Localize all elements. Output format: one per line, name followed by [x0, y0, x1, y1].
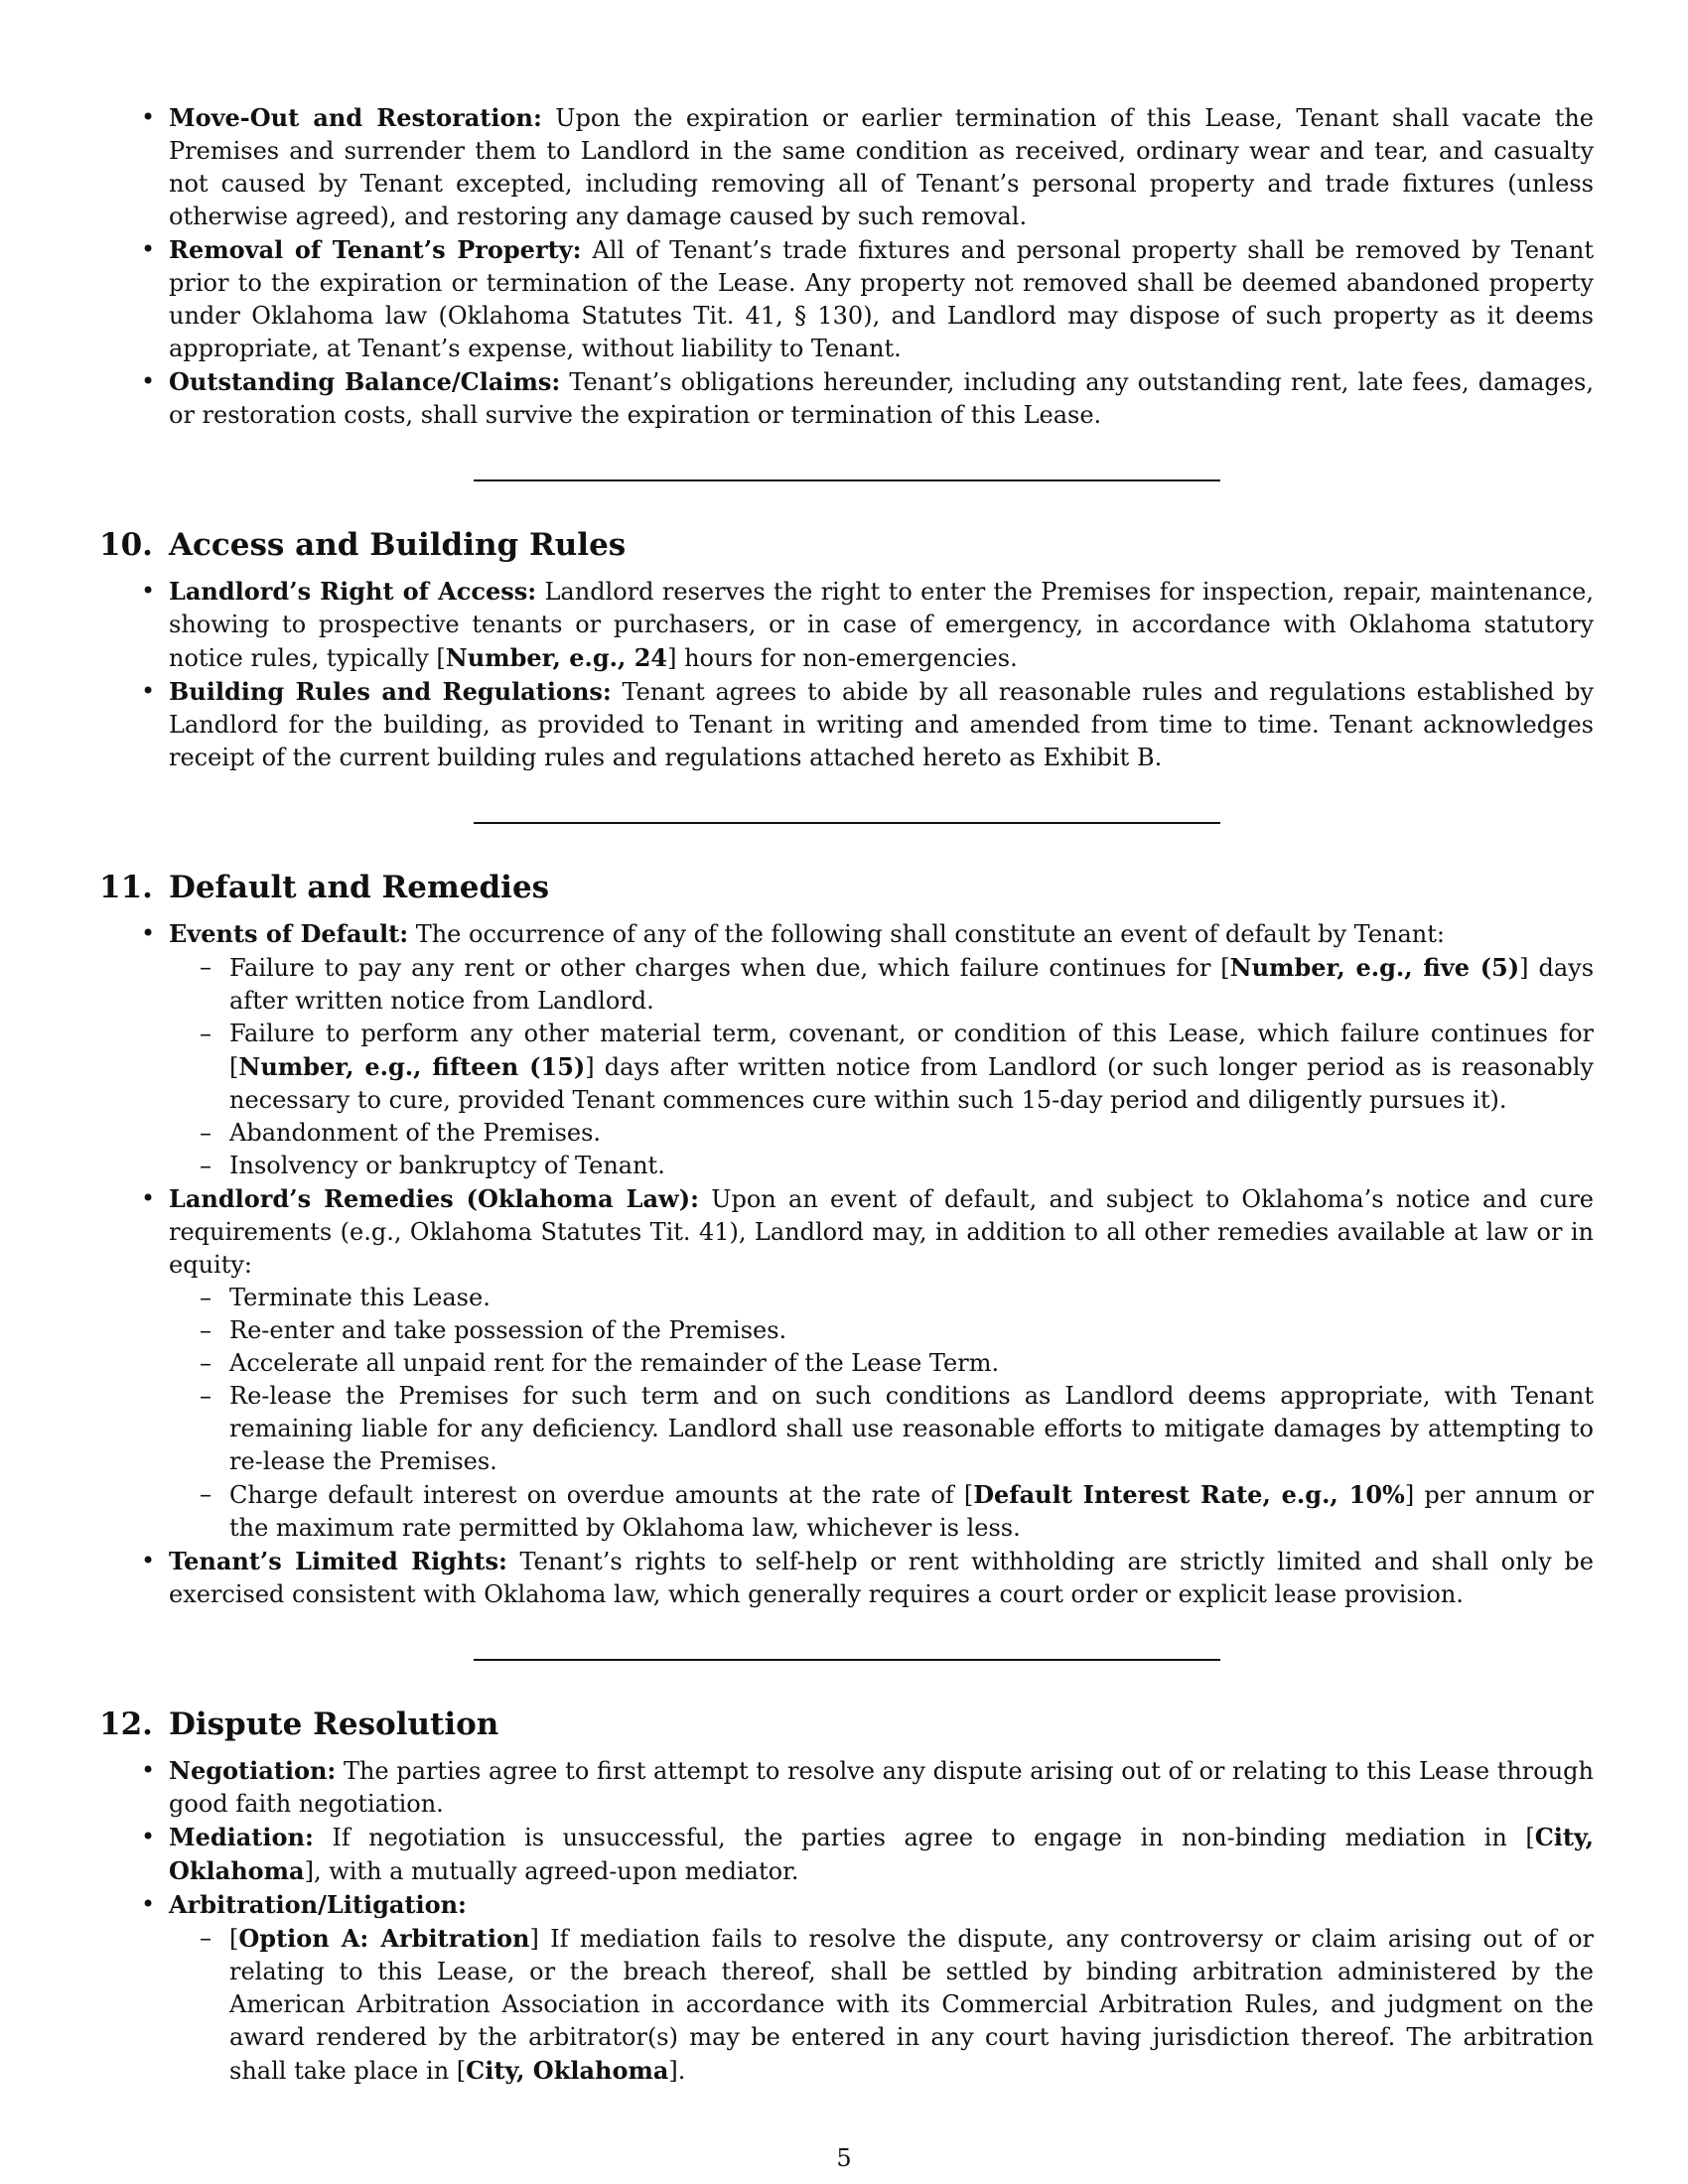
section-number: 10. — [99, 527, 153, 563]
item-text: Tenant’s obligations hereunder, including any outstanding rent, late fees, damages, or restoration costs, shall survive the expiration or termination of this Lease. — [169, 368, 1594, 429]
section-9-list — [99, 101, 1594, 432]
sub-list — [169, 1922, 1594, 2088]
item-label: Landlord’s Remedies (Oklahoma Law): — [169, 1184, 699, 1213]
sub-list — [169, 1282, 1594, 1545]
item-text: Upon the expiration or earlier termination of this Lease, Tenant shall vacate the Premises and surrender them to Landlord in the same condition as received, ordinary wear and tear, and casualty not caused by Tenant excepted, including removing all of Tenant’s personal property and trade fixtures (unless otherwise agreed), and restoring any damage caused by such removal. — [169, 104, 1595, 230]
placeholder-field: Number, e.g., five (5) — [1229, 953, 1520, 982]
section-heading — [99, 1705, 1594, 1744]
placeholder-field: City, Oklahoma — [466, 2056, 669, 2085]
list-item — [169, 1182, 1594, 1545]
item-text: Accelerate all unpaid rent for the remainder of the Lease Term. — [229, 1349, 1000, 1377]
item-text: Tenant agrees to abide by all reasonable rules and regulations established by Landlord for the building, as provided to Tenant in writing and amended from time to time. Tenant acknowledges receipt of the current building rules and regulations attached hereto as Exhibit B. — [169, 678, 1594, 771]
item-text: Upon an event of default, and subject to Oklahoma’s notice and cure requirements (e.g., Oklahoma Statutes Tit. 41), Landlord may, in addition to all other remedies available at law or in equity: — [169, 1185, 1594, 1279]
placeholder-field: Default Interest Rate, e.g., 10% — [973, 1480, 1405, 1509]
list-item — [169, 1888, 1594, 2088]
item-label: Events of Default: — [169, 919, 409, 948]
sub-list-item — [229, 1150, 1594, 1182]
item-label: Arbitration/Litigation: — [169, 1890, 467, 1919]
sub-list-item — [229, 1922, 1594, 2088]
item-text: If negotiation is unsuccessful, the parties agree to engage in non-binding mediation in [ — [313, 1824, 1535, 1851]
section-number: 11. — [99, 870, 153, 905]
item-text: ] per annum or the maximum rate permitted by Oklahoma law, whichever is less. — [229, 1481, 1594, 1542]
section-10-list — [99, 575, 1594, 774]
item-label: Mediation: — [169, 1823, 314, 1851]
item-text: [ — [229, 1925, 239, 1953]
item-text: Insolvency or bankruptcy of Tenant. — [229, 1152, 665, 1179]
item-text: Re-enter and take possession of the Premises. — [229, 1316, 787, 1344]
list-item — [169, 1545, 1594, 1611]
item-text: ] days after written notice from Landlord (or such longer period as is reasonably necessary to cure, provided Tenant commences cure within such 15-day period and diligently pursues it). — [229, 1053, 1594, 1114]
sub-list-item — [229, 951, 1594, 1018]
item-text: The occurrence of any of the following shall constitute an event of default by Tenant: — [408, 920, 1445, 948]
sub-list — [169, 951, 1594, 1182]
item-text: ] If mediation fails to resolve the dispute, any controversy or claim arising out of or relating to this Lease, or the breach thereof, shall be settled by binding arbitration administered by the American Arbitration Association in accordance with its Commercial Arbitration Rules, and judgment on the award rendered by the arbitrator(s) may be entered in any court having jurisdiction thereof. The arbitration shall take place in [ — [229, 1925, 1594, 2085]
list-item — [169, 365, 1594, 432]
list-item — [169, 1754, 1594, 1821]
item-label: Tenant’s Limited Rights: — [169, 1547, 507, 1575]
list-item — [169, 575, 1594, 675]
item-label: Landlord’s Right of Access: — [169, 577, 537, 606]
sub-list-item — [229, 1380, 1594, 1478]
section-title: Dispute Resolution — [168, 1706, 499, 1742]
list-item — [169, 675, 1594, 774]
sub-list-item — [229, 1478, 1594, 1545]
sub-list-item — [229, 1117, 1594, 1150]
item-label: Building Rules and Regulations: — [169, 677, 612, 706]
item-text: ], with a mutually agreed-upon mediator. — [304, 1857, 799, 1885]
item-label: Outstanding Balance/Claims: — [169, 367, 561, 396]
section-title: Access and Building Rules — [168, 527, 627, 563]
section-number: 12. — [99, 1706, 153, 1742]
section-heading — [99, 525, 1594, 565]
sub-list-item — [229, 1347, 1594, 1380]
item-text: Re-lease the Premises for such term and on such conditions as Landlord deems appropriate, with Tenant remaining liable for any deficiency. Landlord shall use reasonable efforts to mitigate damages by attempting to re-lease the Premises. — [229, 1382, 1594, 1475]
section-divider — [474, 822, 1220, 824]
item-label: Move-Out and Restoration: — [169, 103, 542, 132]
section-divider — [474, 479, 1220, 481]
item-text: Tenant’s rights to self-help or rent withholding are strictly limited and shall only be exercised consistent with Oklahoma law, which generally requires a court order or explicit lease provision. — [169, 1548, 1594, 1608]
section-heading — [99, 868, 1594, 907]
sub-list-item — [229, 1314, 1594, 1347]
item-text: Landlord reserves the right to enter the Premises for inspection, repair, maintenance, showing to prospective tenants or purchasers, or in case of emergency, in accordance with Oklahoma statutory notice rules, typically [ — [169, 578, 1594, 672]
section-title: Default and Remedies — [168, 870, 550, 905]
item-label: Removal of Tenant’s Property: — [169, 235, 582, 264]
placeholder-field: City, Oklahoma — [169, 1823, 1594, 1885]
list-item — [169, 233, 1594, 365]
placeholder-field: Number, e.g., fifteen (15) — [238, 1052, 586, 1081]
placeholder-field: Number, e.g., 24 — [445, 643, 668, 672]
item-text: Failure to pay any rent or other charges when due, which failure continues for [ — [229, 954, 1230, 982]
item-text: The parties agree to first attempt to resolve any dispute arising out of or relating to this Lease through good faith negotiation. — [169, 1757, 1594, 1818]
item-text: Abandonment of the Premises. — [229, 1119, 602, 1147]
sub-list-item — [229, 1018, 1594, 1117]
item-text: Failure to perform any other material term, covenant, or condition of this Lease, which failure continues for [ — [229, 1020, 1594, 1081]
page-content — [99, 101, 1594, 2088]
section-11-list — [99, 917, 1594, 1611]
item-label: Negotiation: — [169, 1756, 337, 1785]
list-item — [169, 1821, 1594, 1888]
item-text: All of Tenant’s trade fixtures and personal property shall be removed by Tenant prior to the expiration or termination of the Lease. Any property not removed shall be deemed abandoned property under Oklahoma law (Oklahoma Statutes Tit. 41, § 130), and Landlord may dispose of such property as it deems appropriate, at Tenant’s expense, without liability to Tenant. — [169, 236, 1594, 362]
item-text: Terminate this Lease. — [229, 1284, 491, 1311]
item-text: ] hours for non-emergencies. — [667, 644, 1018, 672]
sub-list-item — [229, 1282, 1594, 1314]
item-text: Charge default interest on overdue amounts at the rate of [ — [229, 1481, 974, 1509]
item-text: ]. — [668, 2057, 686, 2085]
list-item — [169, 917, 1594, 1182]
page-number: 5 — [836, 2144, 852, 2172]
section-12-list — [99, 1754, 1594, 2088]
placeholder-field: Option A: Arbitration — [238, 1924, 530, 1953]
item-text: ] days after written notice from Landlord. — [229, 954, 1595, 1015]
section-divider — [474, 1659, 1220, 1661]
list-item — [169, 101, 1594, 233]
